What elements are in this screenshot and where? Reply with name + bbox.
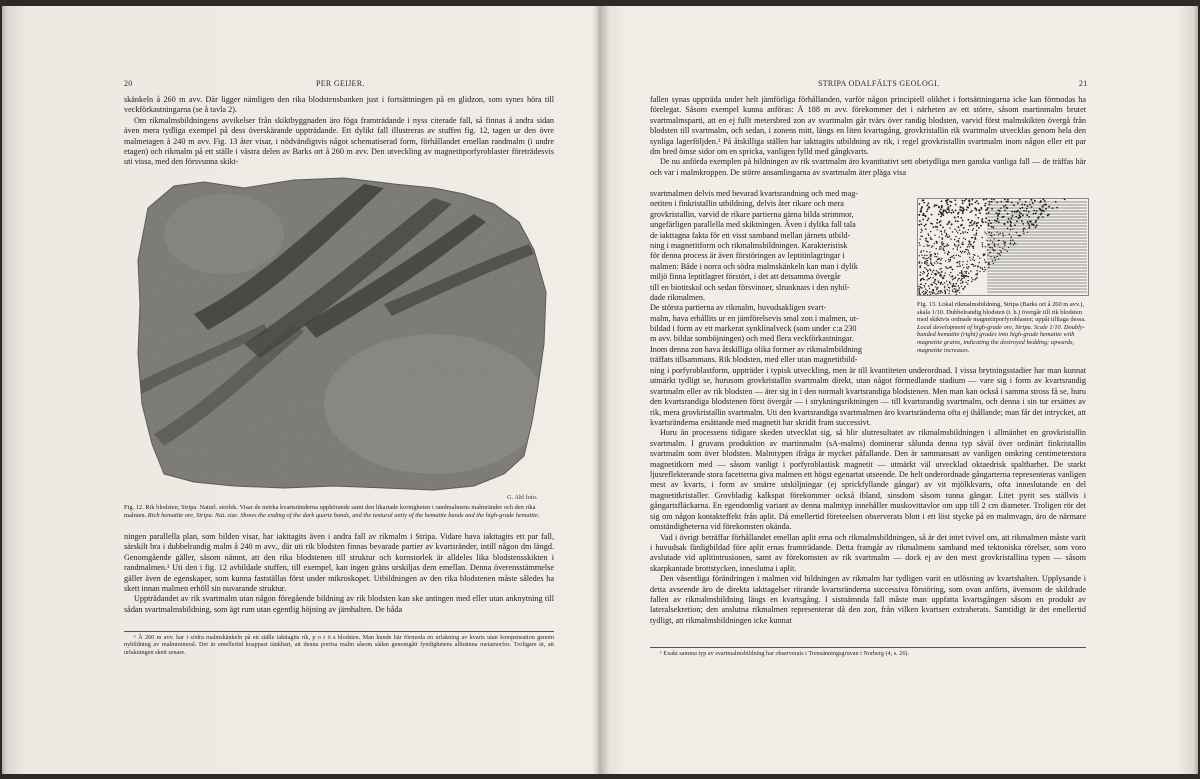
caption-english: Rich hematite ore, Stripa. Nat. size. Shows the ending of the dark quartz bands, and the textural unity of the hematite bands and the high-grade hematite.: [147, 511, 540, 519]
paragraph: Om rikmalmsbildningens avvikelser från skiktbyggnaden äro föga framträdande i nyss citerade fall, så finnas å andra sidan även mera tydliga exempel på dess överskärande uppträdande. Ett dylikt fall illustreras av stuffen fig. 12, tagen ur den övre malmetagen å 240 m avv. Fig. 13 åter visar, i nödvändigtvis något schematiserad form, förhållandet emellan randmalm (i undre etagen) och rikmalm på ett ställe i västra delen av Barks ort å 260 m avv. Den utveckling av magnetitporfyroblaster företrädesvis uti vissa, med den försvunna skikt-: [124, 115, 554, 167]
right-wrapped-text: [650, 189, 912, 366]
text-line: bildad i form av ett markerat synklinalveck (som under c:a 230: [650, 324, 857, 334]
text-line: Inom denna zon hava åtskilliga olika former av rikmalmbildning: [650, 344, 862, 354]
right-footnote: [650, 650, 1086, 657]
text-line: m avv. bildar somböjningen) och med flera veckförkastningar.: [650, 334, 854, 344]
paragraph: ning i porfyroblastform, uppträder i typisk utveckling, men är till kvantiteten underordnad. I vissa brytningsstadier har man kunnat utmärkt tydligt se, hurusom grovkristallin svartmalm direkt, utan något förmedlande stadium — vare sig i form av kvartsrandig svartmalm eller av rik blodsten — äter sig in i den normalt kvartsrandiga blodstenen. Men man kan också i samma stross få se, huru den kvartsrandiga blodstenen först övergår — i strykningsriktningen — till kvartsrandig svartmalm, och denna i sin tur ersättes av rik, mera grovkristallin svartmalm. Uti den kvartsrandiga svartmalmen äro kvartsränderna ofta ej ihållande; man får det intrycket, att kvartsränderna ersättande med magnetit har skridit fram successivt.: [650, 366, 1086, 428]
paragraph: Den väsentliga förändringen i malmen vid bildningen av rikmalm har tydligen varit en utlösning av kvartshalten. Upplysande i detta avseende äro de direkta iakttagelser rörande kvartsränderna successiva förstöring, som ovan anförts, ävensom de skildrade fallen av rikmalmsbildning längs en kvartsgång. I sistnämnda fall måste man uppfatta kvartsgången såsom en produkt av lateralsekretion; den anslutna rikmalmen representerar då den zon, från vilken kvartsen extraherats. Samtidigt är det emellertid tydligt, att rikmalmsbildningen icke kunnat: [650, 574, 1086, 625]
right-running-head: STRIPA ODALFÄLTS GEOLOGI.: [818, 79, 940, 88]
text-line: grovkristallin, varvid de rikare partierna gärna bilda strimmor,: [650, 209, 854, 219]
paragraph: Vad i övrigt beträffar förhållandet emellan aplit erna och rikmalmsbildningen, så är det intet tvivel om, att rikmalmen måste varit i huvudsak färdigbildad före aplit ernas framträdande. Detta framgår av rikmalmens samband med tektoniska rörelser, som voro avslutade vid aplitintrusionen, samt av förekomsten av rik svartmalm — dock ej av den mest grovkristallina typen — såsom skarpkantade brottstycken, inneslutna i aplit.: [650, 532, 1086, 573]
wrapped-lines: [650, 189, 912, 366]
paragraph: skänkeln å 260 m avv. Där ligger nämligen den rika blodstensbanken just i fortsättningen på en glidzon, som synes höra till veckförkastningarna (se å tavla 2).: [124, 95, 554, 115]
text-line: de iakttagna fakta för ett visst samband mellan järnets utbild-: [650, 230, 851, 240]
footnote-text: ¹ Å 260 m avv. har i södra malmskänkeln på ett ställe iakttagits rik, p o r ö s blodsten. Man kunde här förmoda en urlakning av kvarts utan kompensation genom nybildning av malmmineral. Det är emellertid knappast tänkbart, att denna porösa malm såsom sådan genomgått fyndighetens allmänna metamorfos. Troligare är, att urlakningen skett senare.: [124, 634, 554, 656]
paragraph: Huru än processens tidigare skeden utvecklat sig, så blir slutresultatet av rikmalmsbildningen i allmänhet en grovkristallin svartmalm. I gruvans produktion av martinmalm (sA-malms) dominerar sålunda denna typ såväl över ordinärt finkristallin svartmalm som över blodsten. Malmtypen ifråga är mycket påfallande. Den är sammansatt av vanligen omkring centimeterstora magnetitkorn med — såsom vanligt i porfyroblastisk magnetit — utmärkt väl utvecklad oktaedrisk spaltbarhet. De starkt ljusreflekterande stora facetterna giva malmen ett högst egenartat utseende. De helt underordnade gångarterna representeras vanligen mest av kvarts, i form av smärre utskiljningar (ej sprickfyllande gångar) av vit mjölkkvarts, ofta inneslutande en del magnetitkristaller. Grovbladig kalkspat förekommer också ibland, sinsdom såsom tunna gångar. Litet pyrit ses ställvis i gångartsfläckarna. En egendomlig variant av denna malmtyp innehåller muskovittavlor om upp till 2 cm diameter. Troligen rör det sig om någon kontakteffekt från aplit. Då emellertid företeelsen observerats blott i ett löst stycke på en malmvagn, äro de närmare omständigheterna vid förekomsten okända.: [650, 428, 1086, 532]
right-page-number: 21: [1079, 79, 1088, 88]
paragraph: De nu anförda exemplen på bildningen av rik svartmalm äro kvantitativt sett obetydliga men ganska vanliga fall — de träffas här och var i malmkroppen. De större ansamlingarna av svartmalm äter pläga visa: [650, 157, 1086, 177]
book-gutter: [592, 6, 610, 774]
figure-12-caption: [124, 504, 554, 519]
text-line: för denna process är även förstöringen av leptitinlagringar i: [650, 251, 845, 261]
left-running-head: PER GEIJER.: [316, 79, 365, 88]
caption-swedish: Fig. 12. Rik blodsten, Stripa. Naturl. storlek. Visar de mörka kvartsränderna upphörande samt den likartade kornigheten i randmalmens malmränder och den rika malmen.: [124, 504, 536, 519]
left-bottom-text: [124, 532, 554, 615]
text-line: träffats tillsammans. Rik blodsten, med eller utan magnetitbild-: [650, 355, 858, 365]
caption-english: Local development of high-grade ore, Stripa. Scale 1/10. Doubly-banded hematite (right) grades into high-grade hematite with magnetite grains, indicating the destroyed bedding; upwards, magnetite increases.: [917, 323, 1085, 354]
text-line: malm, hava erhållits ur en jämförelsevis smal zon i malmen, ut-: [650, 313, 859, 323]
right-bottom-text: [650, 366, 1086, 626]
right-top-text: [650, 95, 1086, 178]
photo-credit: G. Ahl foto.: [507, 494, 538, 501]
caption-swedish: Fig. 13. Lokal rikmalmsbildning, Stripa (Barks ort å 260 m avv.), skala 1/10. Dubbelrandig blodsten (t. h.) övergår till rik blodsten med skiktvis ordnade magnetitporfyroblaster; uppåt tilltaga dessa.: [917, 301, 1086, 324]
text-line: svartmalmen delvis med bevarad kvartsrandning och med mag-: [650, 189, 859, 198]
text-line: netiten i finkristallin utbildning, delvis åter rikare och mera: [650, 199, 844, 209]
footnote-divider: [650, 647, 1086, 648]
left-footnote: [124, 634, 554, 656]
text-line: ungefärligen parallella med skiktningen. Även i dylika fall tala: [650, 220, 856, 230]
text-line: ning i magnetitform och rikmalmsbildningen. Karakteristisk: [650, 240, 848, 250]
paragraph: fallen synas uppträda under helt jämförliga förhållanden, varför någon principiell olikhet i fortsättningarna icke kan förmodas ha förelegat. Såsom exempel kunna anföras: Å 188 m avv. förekommer det i närheten av ett större, såsom martinmalm brutet svartmalmsparti, att en ej fullt metersbred zon av svartmalm går tvärs över randig blodsten, varvid först malmskikten övergå från blodsten till svartmalm, och sedan, i zonens mitt, längs en liten kvartsgång, grovkristallin rik svartmalm utvecklas genom hela den synliga lagerföljden.¹ På åtskilliga ställen har iakttagits utbildning av rik, i regel grovkristallin svartmalm inom någon eller ett par dm bred ömse sidor om en spricka, vanligen fylld med gångkvarts.: [650, 95, 1086, 157]
left-page-number: 20: [124, 79, 133, 88]
figure-13-schematic: [917, 198, 1089, 296]
rock-specimen-photo: [134, 174, 548, 492]
footnote-text: ¹ Exakt samma typ av svartmalmsbildning har observerats i Trensänningsgruvan i Norberg (4, s. 26).: [660, 650, 910, 657]
text-line: malmen: Både i norra och södra malmskänkeln kan man i dylik: [650, 261, 858, 271]
footnote-divider: [124, 631, 554, 632]
text-line: till en biotitskol och sedan försvinner, slrunknars i den nybil-: [650, 282, 850, 292]
paragraph: ningen parallella plan, som bilden visar, har iakttagits även i andra fall av rikmalm i Stripa. Vidare hava iakttagits ett par fall, särskilt bra i dubbelrandig malm å 240 m avv., där uti rik blodsten finnas bevarade partier av kvartsränder, intill någon dm längd. Genomgående gäller, såsom nämnt, att den rika blodstenen till struktur och kornstorlek är alldeles lika blodstensskikten i randmalmen.¹ Uti den i fig. 12 avbildade stuffen, till exempel, kan ingen gräns urskiljas dem emellan. Denna överensstämmelse gäller även de egenskaper, som kunna fastställas först under mikroskopet. Utbildningen av den rika blodstenen måste således ha skett innan malmen erhöll sin nuvarande struktur.: [124, 532, 554, 594]
text-line: De största partierna av rikmalm, huvudsakligen svart-: [650, 303, 827, 313]
figure-13-caption: [917, 301, 1089, 354]
left-top-text: [124, 95, 554, 168]
paragraph: Uppträdandet av rik svartmalm utan någon föregående bildning av rik blodsten kan ske antingen med eller utan anknytning till sådan svartmalmsbildning, som ägt rum utan egentlig höjning av järnhalten. De båda: [124, 594, 554, 614]
text-line: miljö finna leptitlagret förstört, i det att detsamma övergår: [650, 272, 841, 282]
text-line: dade rikmalmen.: [650, 292, 706, 302]
